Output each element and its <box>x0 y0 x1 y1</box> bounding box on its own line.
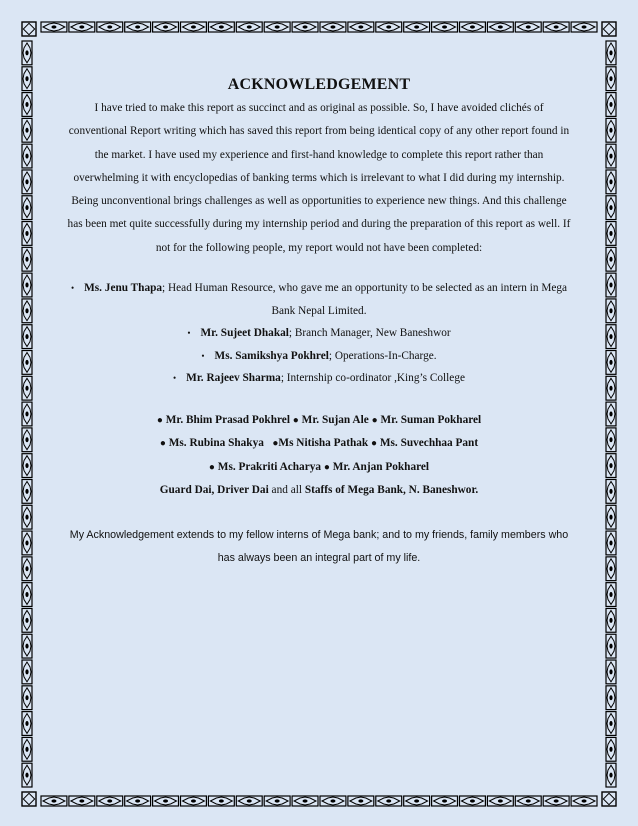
staff-organization: Staffs of Mega Bank, N. Baneshwor. <box>304 484 479 497</box>
challenge-paragraph: Being unconventional brings challenges as well as opportunities to experience new things. And this challenge has been met quite successfully during my internship period and during the preparation of this report as well. If not for the following people, my report would not have been completed: <box>67 195 571 254</box>
team-member-name: Ms. Suvechhaa Pant <box>379 437 479 450</box>
person-role: ; Operations-In-Charge. <box>328 349 437 362</box>
page-title: ACKNOWLEDGEMENT <box>227 76 411 93</box>
team-member-name: Mr. Sujan Ale <box>301 414 369 427</box>
staff-line <box>66 479 572 501</box>
names-line-1 <box>66 409 572 432</box>
team-member-name: Mr. Anjan Pokharel <box>332 460 430 473</box>
person-role: ; Internship co-ordinator ,King’s College <box>280 372 465 385</box>
team-member-name: Ms. Prakriti Acharya <box>217 460 322 473</box>
page-content <box>66 70 572 571</box>
list-item <box>66 345 572 368</box>
bullet-icon: ● <box>371 415 378 427</box>
bullet-icon: ● <box>208 461 215 473</box>
person-name: Ms. Samikshya Pokhrel <box>214 349 329 362</box>
bullet-icon: • <box>187 328 191 339</box>
team-member-name: Mr. Bhim Prasad Pokhrel <box>165 414 290 427</box>
bullet-icon: ● <box>156 415 163 427</box>
person-role: ; Branch Manager, New Baneshwor <box>288 327 451 340</box>
team-member-name: Ms Nitisha Pathak <box>278 437 369 450</box>
person-role: ; Head Human Resource, who gave me an opportunity to be selected as an intern in Mega Bank Nepal Limited. <box>162 282 568 317</box>
closing-paragraph: My Acknowledgement extends to my fellow interns of Mega bank; and to my friends, family members who has always been an integral part of my life. <box>69 528 569 565</box>
bullet-icon: • <box>201 350 205 361</box>
list-item <box>66 367 572 390</box>
bullet-icon: ● <box>159 438 166 450</box>
bullet-icon: • <box>70 283 75 294</box>
team-member-name: Ms. Rubina Shakya <box>168 437 264 450</box>
bullet-icon: ● <box>371 438 378 450</box>
bullet-icon: ● <box>323 461 330 473</box>
acknowledgement-list <box>66 277 572 390</box>
bullet-icon: ● <box>292 415 299 427</box>
intro-paragraph: I have tried to make this report as succinct and as original as possible. So, I have avoided clichés of conventional Report writing which has saved this report from being identical copy of any other report found in the market. I have used my experience and first-hand knowledge to complete this report rather than overwhelming it with encyclopedias of banking terms which is irrelevant to what I did during my internship. <box>68 102 570 184</box>
person-name: Mr. Rajeev Sharma <box>186 372 281 385</box>
staff-connector: and all <box>268 484 305 497</box>
list-item <box>66 322 572 345</box>
person-name: Ms. Jenu Thapa <box>84 282 163 295</box>
person-name: Mr. Sujeet Dhakal <box>200 327 289 340</box>
bullet-icon: • <box>173 373 177 384</box>
list-item <box>66 277 572 322</box>
staff-roles: Guard Dai, Driver Dai <box>159 484 269 497</box>
names-line-2 <box>66 432 572 455</box>
team-names-block <box>66 409 572 502</box>
bullet-icon: ● <box>272 438 279 450</box>
names-line-3 <box>66 456 572 479</box>
team-member-name: Mr. Suman Pokharel <box>380 414 482 427</box>
